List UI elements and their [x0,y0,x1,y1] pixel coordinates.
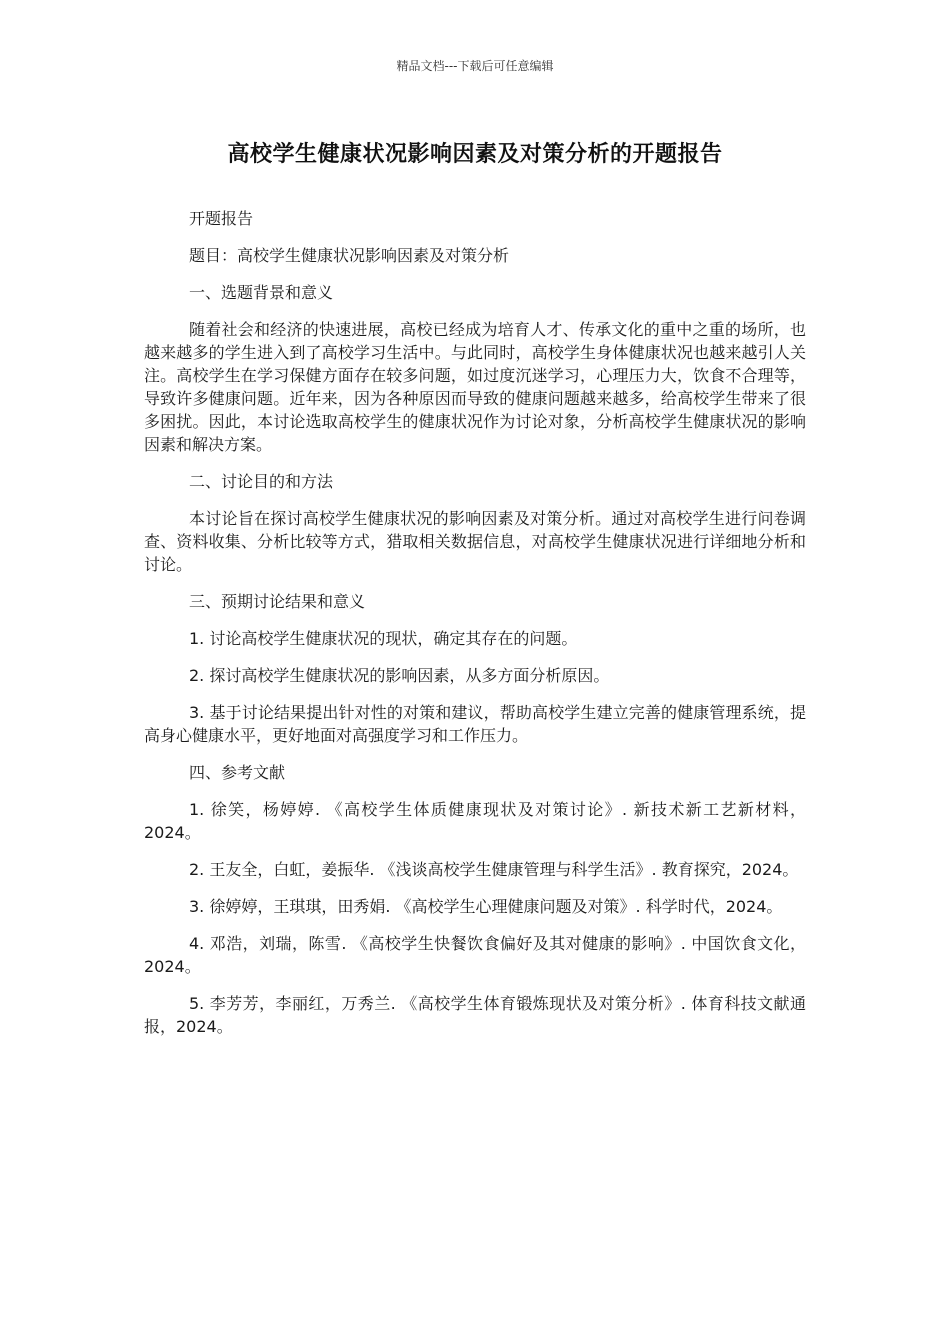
reference-item: 3. 徐婷婷，王琪琪，田秀娟. 《高校学生心理健康问题及对策》. 科学时代，2024。 [189,897,783,916]
section-paragraph-purpose: 本讨论旨在探讨高校学生健康状况的影响因素及对策分析。通过对高校学生进行问卷调查、资料收集、分析比较等方式，猎取相关数据信息，对高校学生健康状况进行详细地分析和讨论。 [144,509,806,574]
report-topic: 题目：高校学生健康状况影响因素及对策分析 [189,246,510,265]
header-note: 精品文档---下载后可任意编辑 [396,59,554,73]
reference-item: 1. 徐笑，杨婷婷. 《高校学生体质健康现状及对策讨论》. 新技术新工艺新材料，2024。 [144,800,806,842]
section-heading-references: 四、参考文献 [189,763,286,782]
section-paragraph-background: 随着社会和经济的快速进展，高校已经成为培育人才、传承文化的重中之重的场所，也越来越多的学生进入到了高校学习生活中。与此同时，高校学生身体健康状况也越来越引人关注。高校学生在学习保健方面存在较多问题，如过度沉迷学习，心理压力大，饮食不合理等，导致许多健康问题。近年来，因为各种原因而导致的健康问题越来越多，给高校学生带来了很多困扰。因此，本讨论选取高校学生的健康状况作为讨论对象，分析高校学生健康状况的影响因素和解决方案。 [144,320,806,454]
document-body [144,207,806,1052]
expected-item: 3. 基于讨论结果提出针对性的对策和建议，帮助高校学生建立完善的健康管理系统，提高身心健康水平，更好地面对高强度学习和工作压力。 [144,703,806,745]
reference-item: 5. 李芳芳，李丽红，万秀兰. 《高校学生体育锻炼现状及对策分析》. 体育科技文献通报，2024。 [144,994,806,1036]
document-title: 高校学生健康状况影响因素及对策分析的开题报告 [227,142,723,167]
report-label: 开题报告 [189,209,254,228]
reference-item: 2. 王友全，白虹，姜振华. 《浅谈高校学生健康管理与科学生活》. 教育探究，2024。 [189,860,799,879]
expected-item: 1. 讨论高校学生健康状况的现状，确定其存在的问题。 [189,629,578,648]
section-heading-expected: 三、预期讨论结果和意义 [189,592,366,611]
expected-item: 2. 探讨高校学生健康状况的影响因素，从多方面分析原因。 [189,666,610,685]
section-heading-purpose: 二、讨论目的和方法 [189,472,334,491]
section-heading-background: 一、选题背景和意义 [189,283,334,302]
reference-item: 4. 邓浩，刘瑞，陈雪. 《高校学生快餐饮食偏好及其对健康的影响》. 中国饮食文化，2024。 [144,934,806,976]
